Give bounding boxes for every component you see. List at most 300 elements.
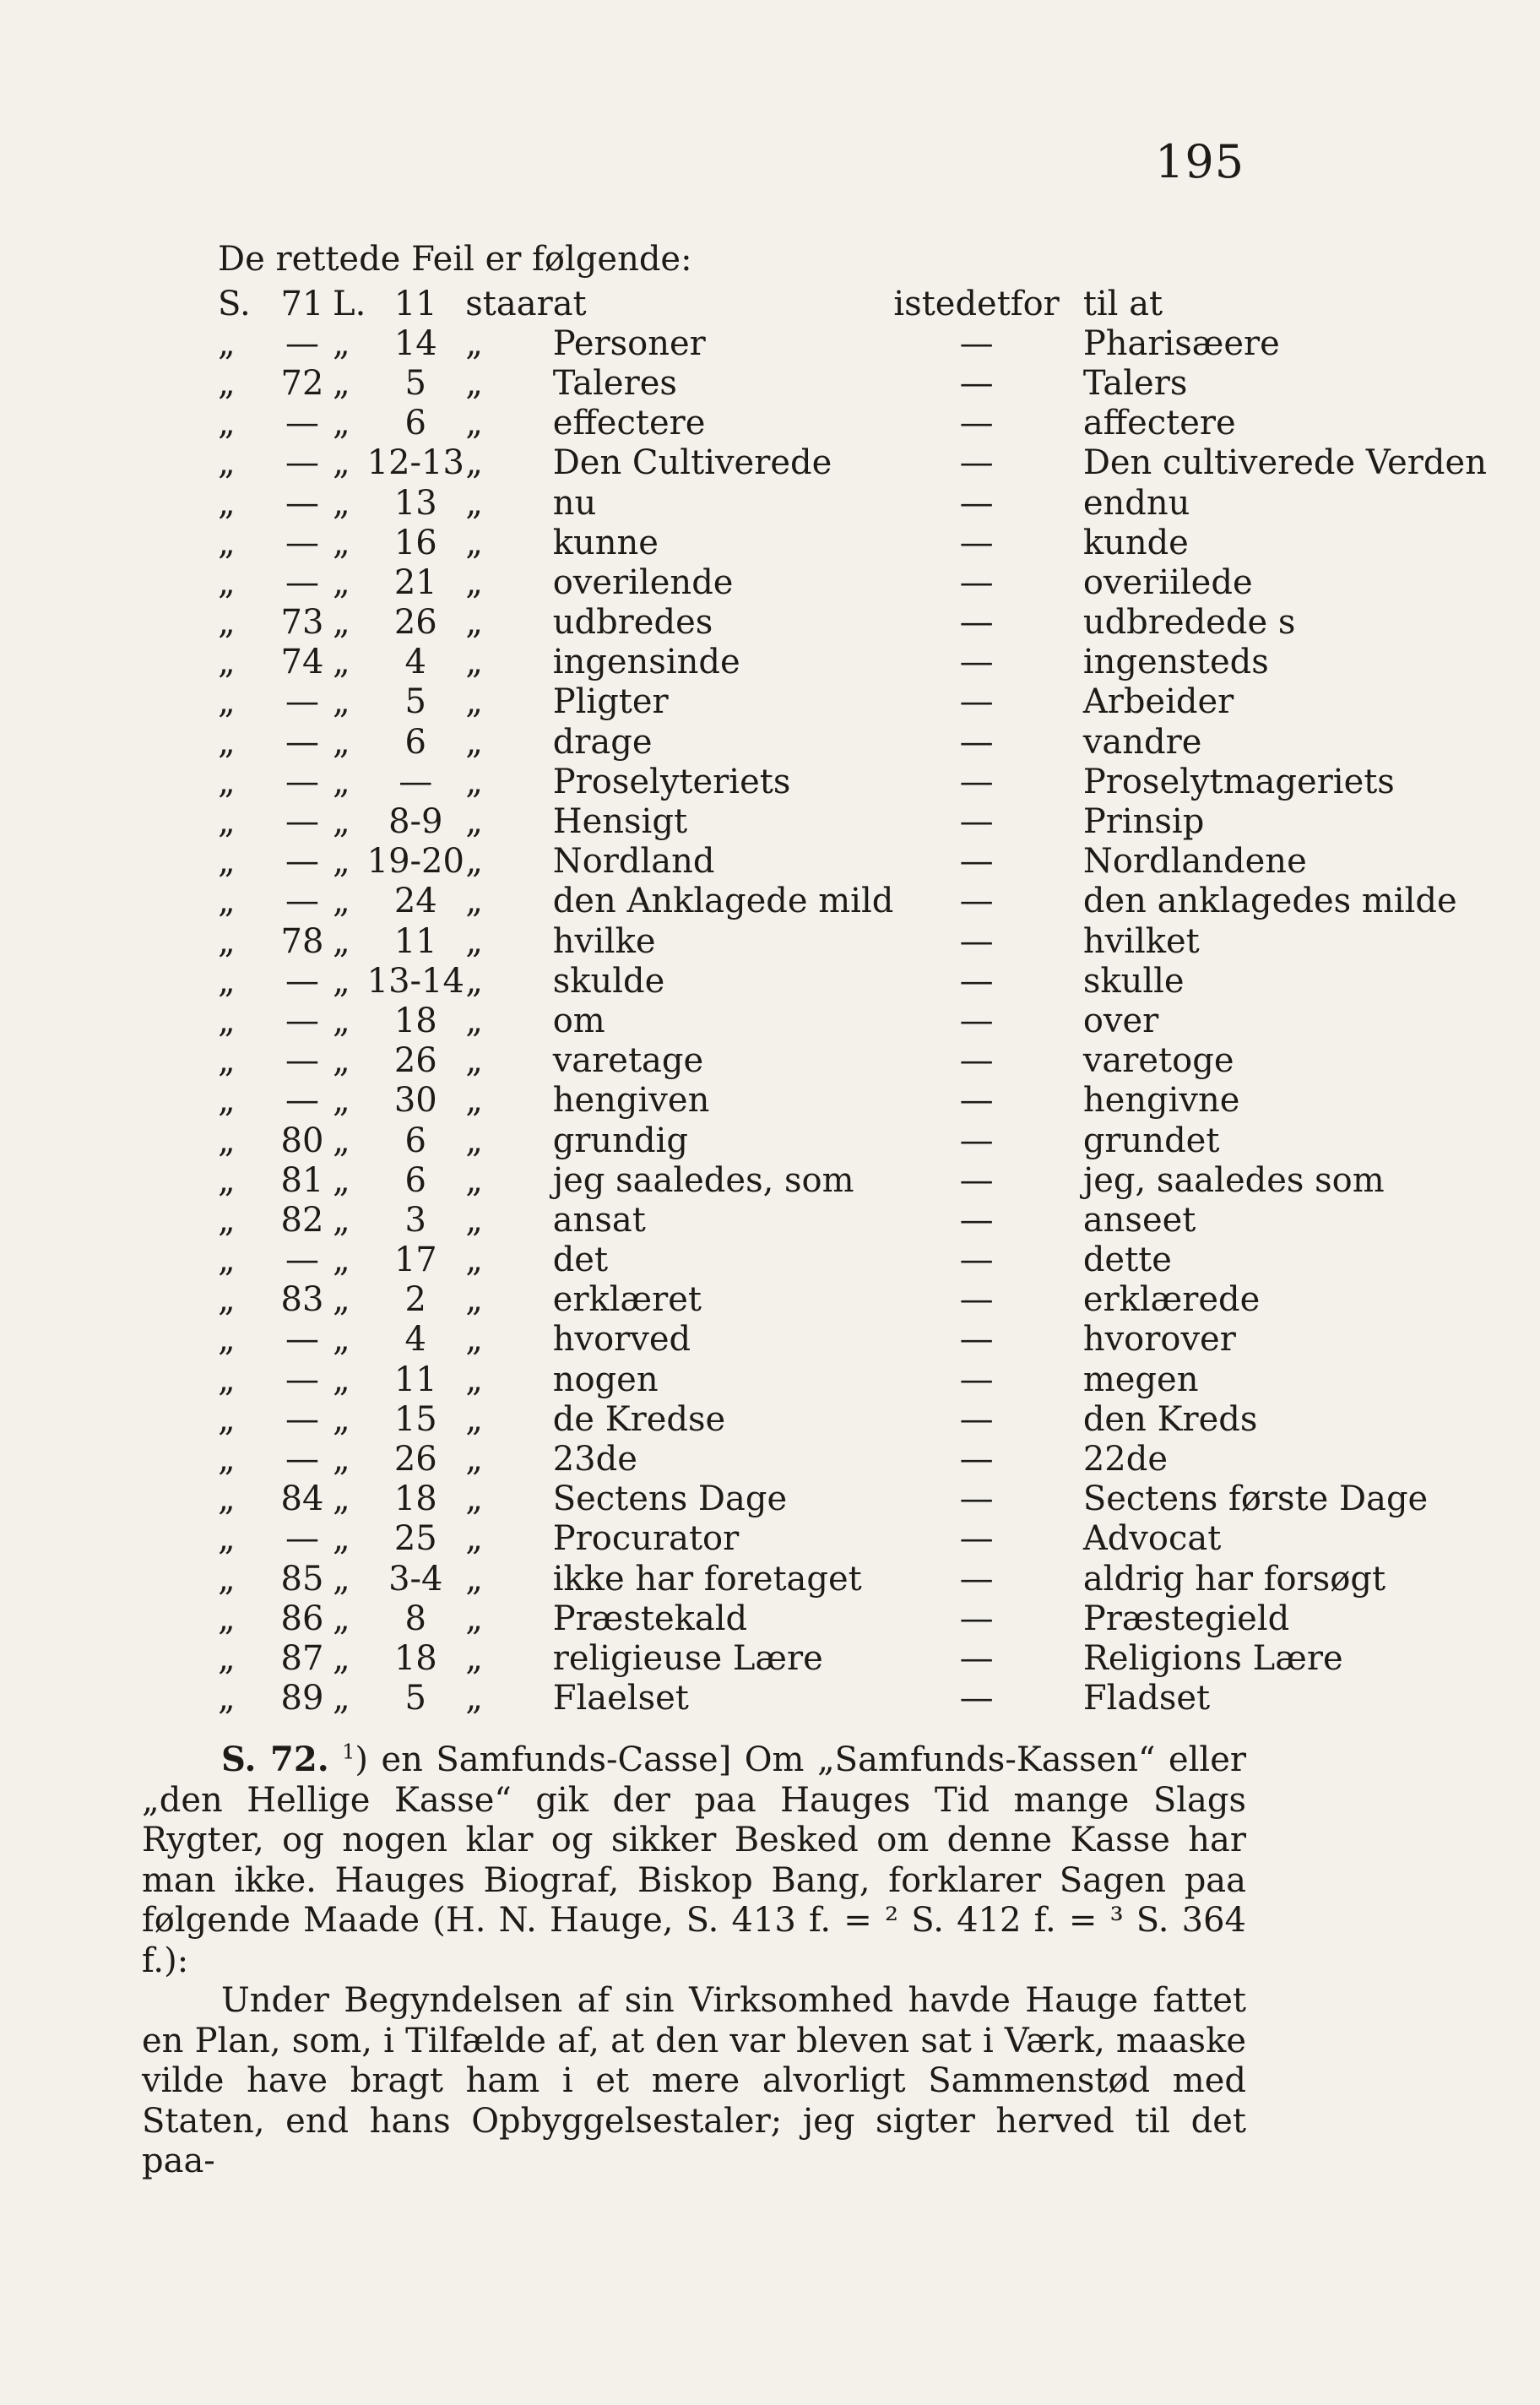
errata-row [218, 363, 1487, 403]
errata-line: 3 [404, 1200, 426, 1240]
errata-right: Talers [1082, 363, 1188, 403]
errata-right: anseet [1082, 1200, 1196, 1240]
dash-mark: — [959, 1081, 994, 1121]
dash-mark: — [959, 1399, 994, 1439]
errata-line: 18 [393, 1638, 437, 1678]
ditto-mark: „ [333, 562, 350, 602]
errata-wrong: grundig [552, 1121, 688, 1160]
dash-mark: — [959, 762, 994, 801]
ditto-mark: „ [218, 523, 236, 562]
ditto-mark: „ [218, 1081, 236, 1121]
ditto-mark: „ [465, 643, 484, 682]
ditto-mark: „ [333, 842, 350, 882]
ditto-mark: „ [218, 363, 236, 403]
errata-row [218, 1599, 1487, 1638]
ditto-mark: „ [465, 363, 484, 403]
errata-row [218, 961, 1487, 1001]
ditto-mark: „ [218, 921, 236, 961]
errata-line: 26 [393, 1440, 437, 1479]
note-paragraph-1 [142, 1740, 1246, 1981]
errata-right: Fladset [1082, 1679, 1211, 1718]
ditto-mark: „ [465, 1041, 484, 1081]
ditto-mark: „ [218, 682, 236, 722]
errata-page: 89 [280, 1679, 324, 1718]
errata-page: 86 [280, 1599, 324, 1638]
ditto-mark: „ [333, 1559, 350, 1599]
errata-row [218, 1479, 1487, 1519]
ditto-mark: „ [465, 1001, 484, 1040]
errata-page: — [285, 1320, 319, 1360]
errata-row [218, 1638, 1487, 1678]
dash-mark: — [959, 921, 994, 961]
errata-wrong: at [552, 284, 587, 323]
ditto-mark: „ [333, 961, 350, 1001]
ditto-mark: „ [218, 1121, 236, 1160]
ditto-mark: „ [465, 1200, 484, 1240]
dash-mark: — [959, 483, 994, 523]
errata-page: — [285, 882, 319, 921]
errata-wrong: jeg saaledes, som [552, 1160, 854, 1200]
dash-mark: — [959, 1559, 994, 1599]
ditto-mark: „ [465, 562, 484, 602]
ditto-mark: „ [218, 1160, 236, 1200]
errata-line: 8 [404, 1599, 426, 1638]
errata-right: Arbeider [1082, 682, 1234, 722]
dash-mark: — [959, 842, 994, 882]
errata-line: 12-13 [366, 443, 464, 483]
ditto-mark: „ [218, 1559, 236, 1599]
errata-line: 13-14 [366, 961, 464, 1001]
errata-header-row [218, 284, 1487, 323]
ditto-mark: „ [333, 1081, 350, 1121]
errata-right: endnu [1082, 483, 1190, 523]
ditto-mark: „ [465, 603, 484, 643]
errata-wrong: Personer [552, 323, 706, 363]
dash-mark: — [959, 1041, 994, 1081]
ditto-mark: „ [218, 1360, 236, 1399]
dash-mark: — [959, 1001, 994, 1040]
errata-wrong: Den Cultiverede [552, 443, 832, 483]
errata-line: 13 [393, 483, 437, 523]
errata-row [218, 921, 1487, 961]
errata-wrong: de Kredse [552, 1399, 726, 1439]
dash-mark: — [959, 1320, 994, 1360]
errata-row [218, 1041, 1487, 1081]
ditto-mark: „ [333, 1280, 350, 1320]
errata-right: varetoge [1082, 1041, 1234, 1081]
ditto-mark: „ [218, 882, 236, 921]
errata-right: til at [1082, 284, 1163, 323]
errata-row [218, 1160, 1487, 1200]
dash-mark: — [959, 1360, 994, 1399]
errata-page: — [285, 1399, 319, 1439]
dash-mark: — [959, 1519, 994, 1559]
errata-line: 11 [393, 1360, 437, 1399]
errata-row [218, 1360, 1487, 1399]
ditto-mark: „ [465, 1320, 484, 1360]
errata-line: 3-4 [388, 1559, 443, 1599]
ditto-mark: „ [218, 802, 236, 842]
errata-row [218, 1280, 1487, 1320]
errata-page: — [285, 961, 319, 1001]
errata-line: 18 [393, 1001, 437, 1040]
errata-right: vandre [1082, 722, 1202, 762]
errata-right: Prinsip [1082, 802, 1205, 842]
errata-line: 16 [393, 523, 437, 562]
errata-row [218, 801, 1487, 841]
errata-page: — [285, 1241, 319, 1280]
note-superscript: 1 [342, 1740, 355, 1764]
errata-row [218, 1559, 1487, 1599]
dash-mark: — [959, 404, 994, 443]
ditto-mark: „ [333, 722, 350, 762]
errata-right: ingensteds [1082, 643, 1269, 682]
errata-line: 8-9 [388, 802, 443, 842]
ditto-mark: „ [333, 443, 350, 483]
dash-mark: — [959, 523, 994, 562]
ditto-mark: „ [333, 483, 350, 523]
ditto-mark: „ [333, 882, 350, 921]
errata-staar-label: staar [465, 284, 553, 323]
ditto-mark: „ [333, 1360, 350, 1399]
errata-row [218, 1081, 1487, 1121]
ditto-mark: „ [465, 323, 484, 363]
ditto-mark: „ [218, 1200, 236, 1240]
ditto-mark: „ [218, 404, 236, 443]
ditto-mark: „ [333, 1160, 350, 1200]
dash-mark: — [959, 1679, 994, 1718]
ditto-mark: „ [218, 1679, 236, 1718]
ditto-mark: „ [333, 1440, 350, 1479]
errata-line: 18 [393, 1479, 437, 1519]
dash-mark: — [959, 643, 994, 682]
errata-wrong: nu [552, 483, 597, 523]
errata-line: 24 [393, 882, 437, 921]
errata-wrong: om [552, 1001, 605, 1040]
errata-row [218, 882, 1487, 921]
ditto-mark: „ [465, 523, 484, 562]
ditto-mark: „ [333, 603, 350, 643]
ditto-mark: „ [218, 1638, 236, 1678]
dash-mark: — [959, 1280, 994, 1320]
errata-page: — [285, 1081, 319, 1121]
ditto-mark: „ [465, 1280, 484, 1320]
ditto-mark: „ [333, 802, 350, 842]
errata-wrong: Pligter [552, 682, 669, 722]
ditto-mark: „ [333, 1679, 350, 1718]
errata-page: 72 [280, 363, 324, 403]
ditto-mark: „ [218, 961, 236, 1001]
errata-page: — [285, 842, 319, 882]
dash-mark: — [959, 961, 994, 1001]
errata-page: — [285, 1440, 319, 1479]
ditto-mark: „ [218, 603, 236, 643]
errata-page: — [285, 1519, 319, 1559]
errata-table [218, 284, 1487, 1718]
errata-wrong: kunne [552, 523, 659, 562]
errata-wrong: hengiven [552, 1081, 710, 1121]
errata-wrong: den Anklagede mild [552, 882, 894, 921]
ditto-mark: „ [333, 1399, 350, 1439]
errata-page: 87 [280, 1638, 324, 1678]
errata-wrong: drage [552, 722, 653, 762]
errata-line: 6 [404, 1121, 426, 1160]
errata-wrong: Hensigt [552, 802, 688, 842]
errata-line: 4 [404, 643, 426, 682]
ditto-mark: „ [333, 682, 350, 722]
errata-right: kunde [1082, 523, 1189, 562]
dash-mark: — [959, 882, 994, 921]
page-number: 195 [1155, 135, 1245, 188]
errata-wrong: Taleres [552, 363, 677, 403]
errata-wrong: religieuse Lære [552, 1638, 823, 1678]
errata-row [218, 1320, 1487, 1360]
errata-page: — [285, 323, 319, 363]
errata-row [218, 603, 1487, 643]
errata-right: hvorover [1082, 1320, 1236, 1360]
errata-line: — [399, 762, 433, 801]
errata-right: Sectens første Dage [1082, 1479, 1429, 1519]
ditto-mark: „ [333, 1320, 350, 1360]
errata-page: — [285, 682, 319, 722]
errata-row [218, 643, 1487, 682]
errata-line: 15 [393, 1399, 437, 1439]
errata-right: hengivne [1082, 1081, 1240, 1121]
note-ref: S. 72. [221, 1740, 329, 1779]
errata-row [218, 762, 1487, 801]
errata-right: megen [1082, 1360, 1199, 1399]
ditto-mark: „ [465, 1241, 484, 1280]
errata-right: Præstegield [1082, 1599, 1290, 1638]
ditto-mark: „ [218, 443, 236, 483]
ditto-mark: „ [218, 1241, 236, 1280]
errata-right: erklærede [1082, 1280, 1261, 1320]
ditto-mark: „ [465, 882, 484, 921]
errata-row [218, 404, 1487, 443]
errata-right: overiilede [1082, 562, 1253, 602]
ditto-mark: „ [465, 1360, 484, 1399]
ditto-mark: „ [218, 483, 236, 523]
dash-mark: — [959, 1200, 994, 1240]
errata-page: — [285, 443, 319, 483]
ditto-mark: „ [218, 562, 236, 602]
errata-wrong: hvorved [552, 1320, 691, 1360]
ditto-mark: „ [465, 1081, 484, 1121]
dash-mark: — [959, 802, 994, 842]
ditto-mark: „ [465, 1559, 484, 1599]
errata-right: jeg, saaledes som [1082, 1160, 1385, 1200]
errata-wrong: ansat [552, 1200, 646, 1240]
errata-page: 84 [280, 1479, 324, 1519]
ditto-mark: „ [218, 1001, 236, 1040]
dash-mark: — [959, 682, 994, 722]
ditto-mark: „ [218, 842, 236, 882]
errata-row [218, 722, 1487, 762]
errata-row [218, 1200, 1487, 1240]
errata-right: over [1082, 1001, 1159, 1040]
errata-row [218, 1121, 1487, 1160]
errata-page: 78 [280, 921, 324, 961]
ditto-mark: „ [465, 961, 484, 1001]
ditto-mark: „ [218, 1599, 236, 1638]
ditto-mark: „ [218, 1479, 236, 1519]
note-text-1: ) en Samfunds-Casse] Om „Samfunds-Kassen“ eller „den Hellige Kasse“ gik der paa Hauges Tid mange Slags Rygter, og nogen klar og sikker Besked om denne Kasse har man ikke. Hauges Biograf, Biskop Bang, forklarer Sagen paa følgende Maade (H. N. Hauge, S. 413 f. = ² S. 412 f. = ³ S. 364 f.): [142, 1740, 1247, 1980]
errata-wrong: ikke har foretaget [552, 1559, 862, 1599]
errata-right: hvilket [1082, 921, 1200, 961]
ditto-mark: „ [465, 1679, 484, 1718]
ditto-mark: „ [465, 404, 484, 443]
errata-wrong: Præstekald [552, 1599, 748, 1638]
ditto-mark: „ [465, 1638, 484, 1678]
errata-page: 83 [280, 1280, 324, 1320]
errata-line: 6 [404, 722, 426, 762]
dash-mark: — [959, 562, 994, 602]
ditto-mark: „ [333, 1041, 350, 1081]
errata-right: den Kreds [1082, 1399, 1258, 1439]
errata-wrong: varetage [552, 1041, 704, 1081]
dash-mark: — [959, 1599, 994, 1638]
errata-row [218, 1001, 1487, 1040]
errata-right: affectere [1082, 404, 1236, 443]
ditto-mark: „ [465, 1599, 484, 1638]
ditto-mark: „ [333, 643, 350, 682]
errata-row [218, 562, 1487, 602]
dash-mark: — [959, 603, 994, 643]
ditto-mark: „ [218, 1280, 236, 1320]
errata-row [218, 1679, 1487, 1718]
errata-row [218, 483, 1487, 523]
errata-wrong: Flaelset [552, 1679, 689, 1718]
ditto-mark: „ [218, 722, 236, 762]
errata-line: 5 [404, 682, 426, 722]
errata-page: 85 [280, 1559, 324, 1599]
errata-wrong: erklæret [552, 1280, 702, 1320]
ditto-mark: „ [333, 1479, 350, 1519]
errata-page: — [285, 404, 319, 443]
errata-page: 81 [280, 1160, 324, 1200]
ditto-mark: „ [465, 443, 484, 483]
dash-mark: — [959, 363, 994, 403]
ditto-mark: „ [218, 643, 236, 682]
ditto-mark: „ [465, 722, 484, 762]
note-paragraph-2: Under Begyndelsen af sin Virksomhed havde Hauge fattet en Plan, som, i Tilfælde af, at den var bleven sat i Værk, maaske vilde have bragt ham i et mere alvorligt Sammenstød med Staten, end hans Opbyggelsestaler; jeg sigter herved til det paa- [142, 1981, 1246, 2180]
ditto-mark: „ [333, 921, 350, 961]
ditto-mark: „ [333, 1599, 350, 1638]
errata-page: 74 [280, 643, 324, 682]
errata-line: 11 [393, 284, 437, 323]
ditto-mark: „ [333, 404, 350, 443]
errata-page: — [285, 483, 319, 523]
errata-right: aldrig har forsøgt [1082, 1559, 1386, 1599]
errata-page: — [285, 1360, 319, 1399]
errata-line: 25 [393, 1519, 437, 1559]
dash-mark: — [959, 1241, 994, 1280]
errata-line: 6 [404, 1160, 426, 1200]
errata-row [218, 1241, 1487, 1280]
ditto-mark: „ [218, 762, 236, 801]
errata-l-label: L. [333, 284, 366, 323]
errata-right: Den cultiverede Verden [1082, 443, 1487, 483]
errata-wrong: skulde [552, 961, 665, 1001]
errata-line: 6 [404, 404, 426, 443]
ditto-mark: „ [465, 1479, 484, 1519]
errata-row [218, 443, 1487, 483]
dash-mark: — [959, 323, 994, 363]
ditto-mark: „ [465, 1121, 484, 1160]
ditto-mark: „ [218, 323, 236, 363]
errata-line: 26 [393, 1041, 437, 1081]
ditto-mark: „ [333, 363, 350, 403]
errata-page: 73 [280, 603, 324, 643]
errata-wrong: nogen [552, 1360, 659, 1399]
ditto-mark: „ [218, 1041, 236, 1081]
ditto-mark: „ [333, 1001, 350, 1040]
errata-row [218, 1399, 1487, 1439]
ditto-mark: „ [465, 762, 484, 801]
ditto-mark: „ [465, 1519, 484, 1559]
errata-line: 17 [393, 1241, 437, 1280]
dash-mark: — [959, 722, 994, 762]
errata-right: udbredede s [1082, 603, 1296, 643]
dash-mark: — [959, 1638, 994, 1678]
ditto-mark: „ [218, 1320, 236, 1360]
errata-right: den anklagedes milde [1082, 882, 1457, 921]
ditto-mark: „ [333, 323, 350, 363]
ditto-mark: „ [465, 1160, 484, 1200]
errata-row [218, 842, 1487, 882]
errata-line: 26 [393, 603, 437, 643]
errata-row [218, 682, 1487, 722]
errata-right: Proselytmageriets [1082, 762, 1395, 801]
errata-right: Religions Lære [1082, 1638, 1343, 1678]
errata-wrong: udbredes [552, 603, 713, 643]
errata-page: — [285, 1041, 319, 1081]
errata-line: 5 [404, 363, 426, 403]
errata-wrong: 23de [552, 1440, 637, 1479]
errata-line: 11 [393, 921, 437, 961]
ditto-mark: „ [333, 1638, 350, 1678]
ditto-mark: „ [333, 762, 350, 801]
errata-wrong: ingensinde [552, 643, 740, 682]
errata-wrong: Proselyteriets [552, 762, 791, 801]
ditto-mark: „ [333, 1121, 350, 1160]
errata-wrong: effectere [552, 404, 706, 443]
errata-line: 5 [404, 1679, 426, 1718]
dash-mark: — [959, 1160, 994, 1200]
errata-page: — [285, 523, 319, 562]
errata-right: skulle [1082, 961, 1185, 1001]
errata-page: — [285, 802, 319, 842]
errata-right: 22de [1082, 1440, 1168, 1479]
errata-page: — [285, 562, 319, 602]
errata-page: 80 [280, 1121, 324, 1160]
ditto-mark: „ [333, 523, 350, 562]
errata-line: 14 [393, 323, 437, 363]
errata-line: 30 [393, 1081, 437, 1121]
ditto-mark: „ [465, 921, 484, 961]
errata-page: — [285, 722, 319, 762]
errata-row [218, 1439, 1487, 1479]
errata-wrong: overilende [552, 562, 734, 602]
ditto-mark: „ [333, 1519, 350, 1559]
errata-heading: De rettede Feil er følgende: [218, 240, 692, 279]
ditto-mark: „ [218, 1399, 236, 1439]
errata-line: 21 [393, 562, 437, 602]
errata-right: grundet [1082, 1121, 1220, 1160]
errata-row [218, 1519, 1487, 1559]
errata-wrong: Nordland [552, 842, 715, 882]
errata-wrong: Procurator [552, 1519, 740, 1559]
